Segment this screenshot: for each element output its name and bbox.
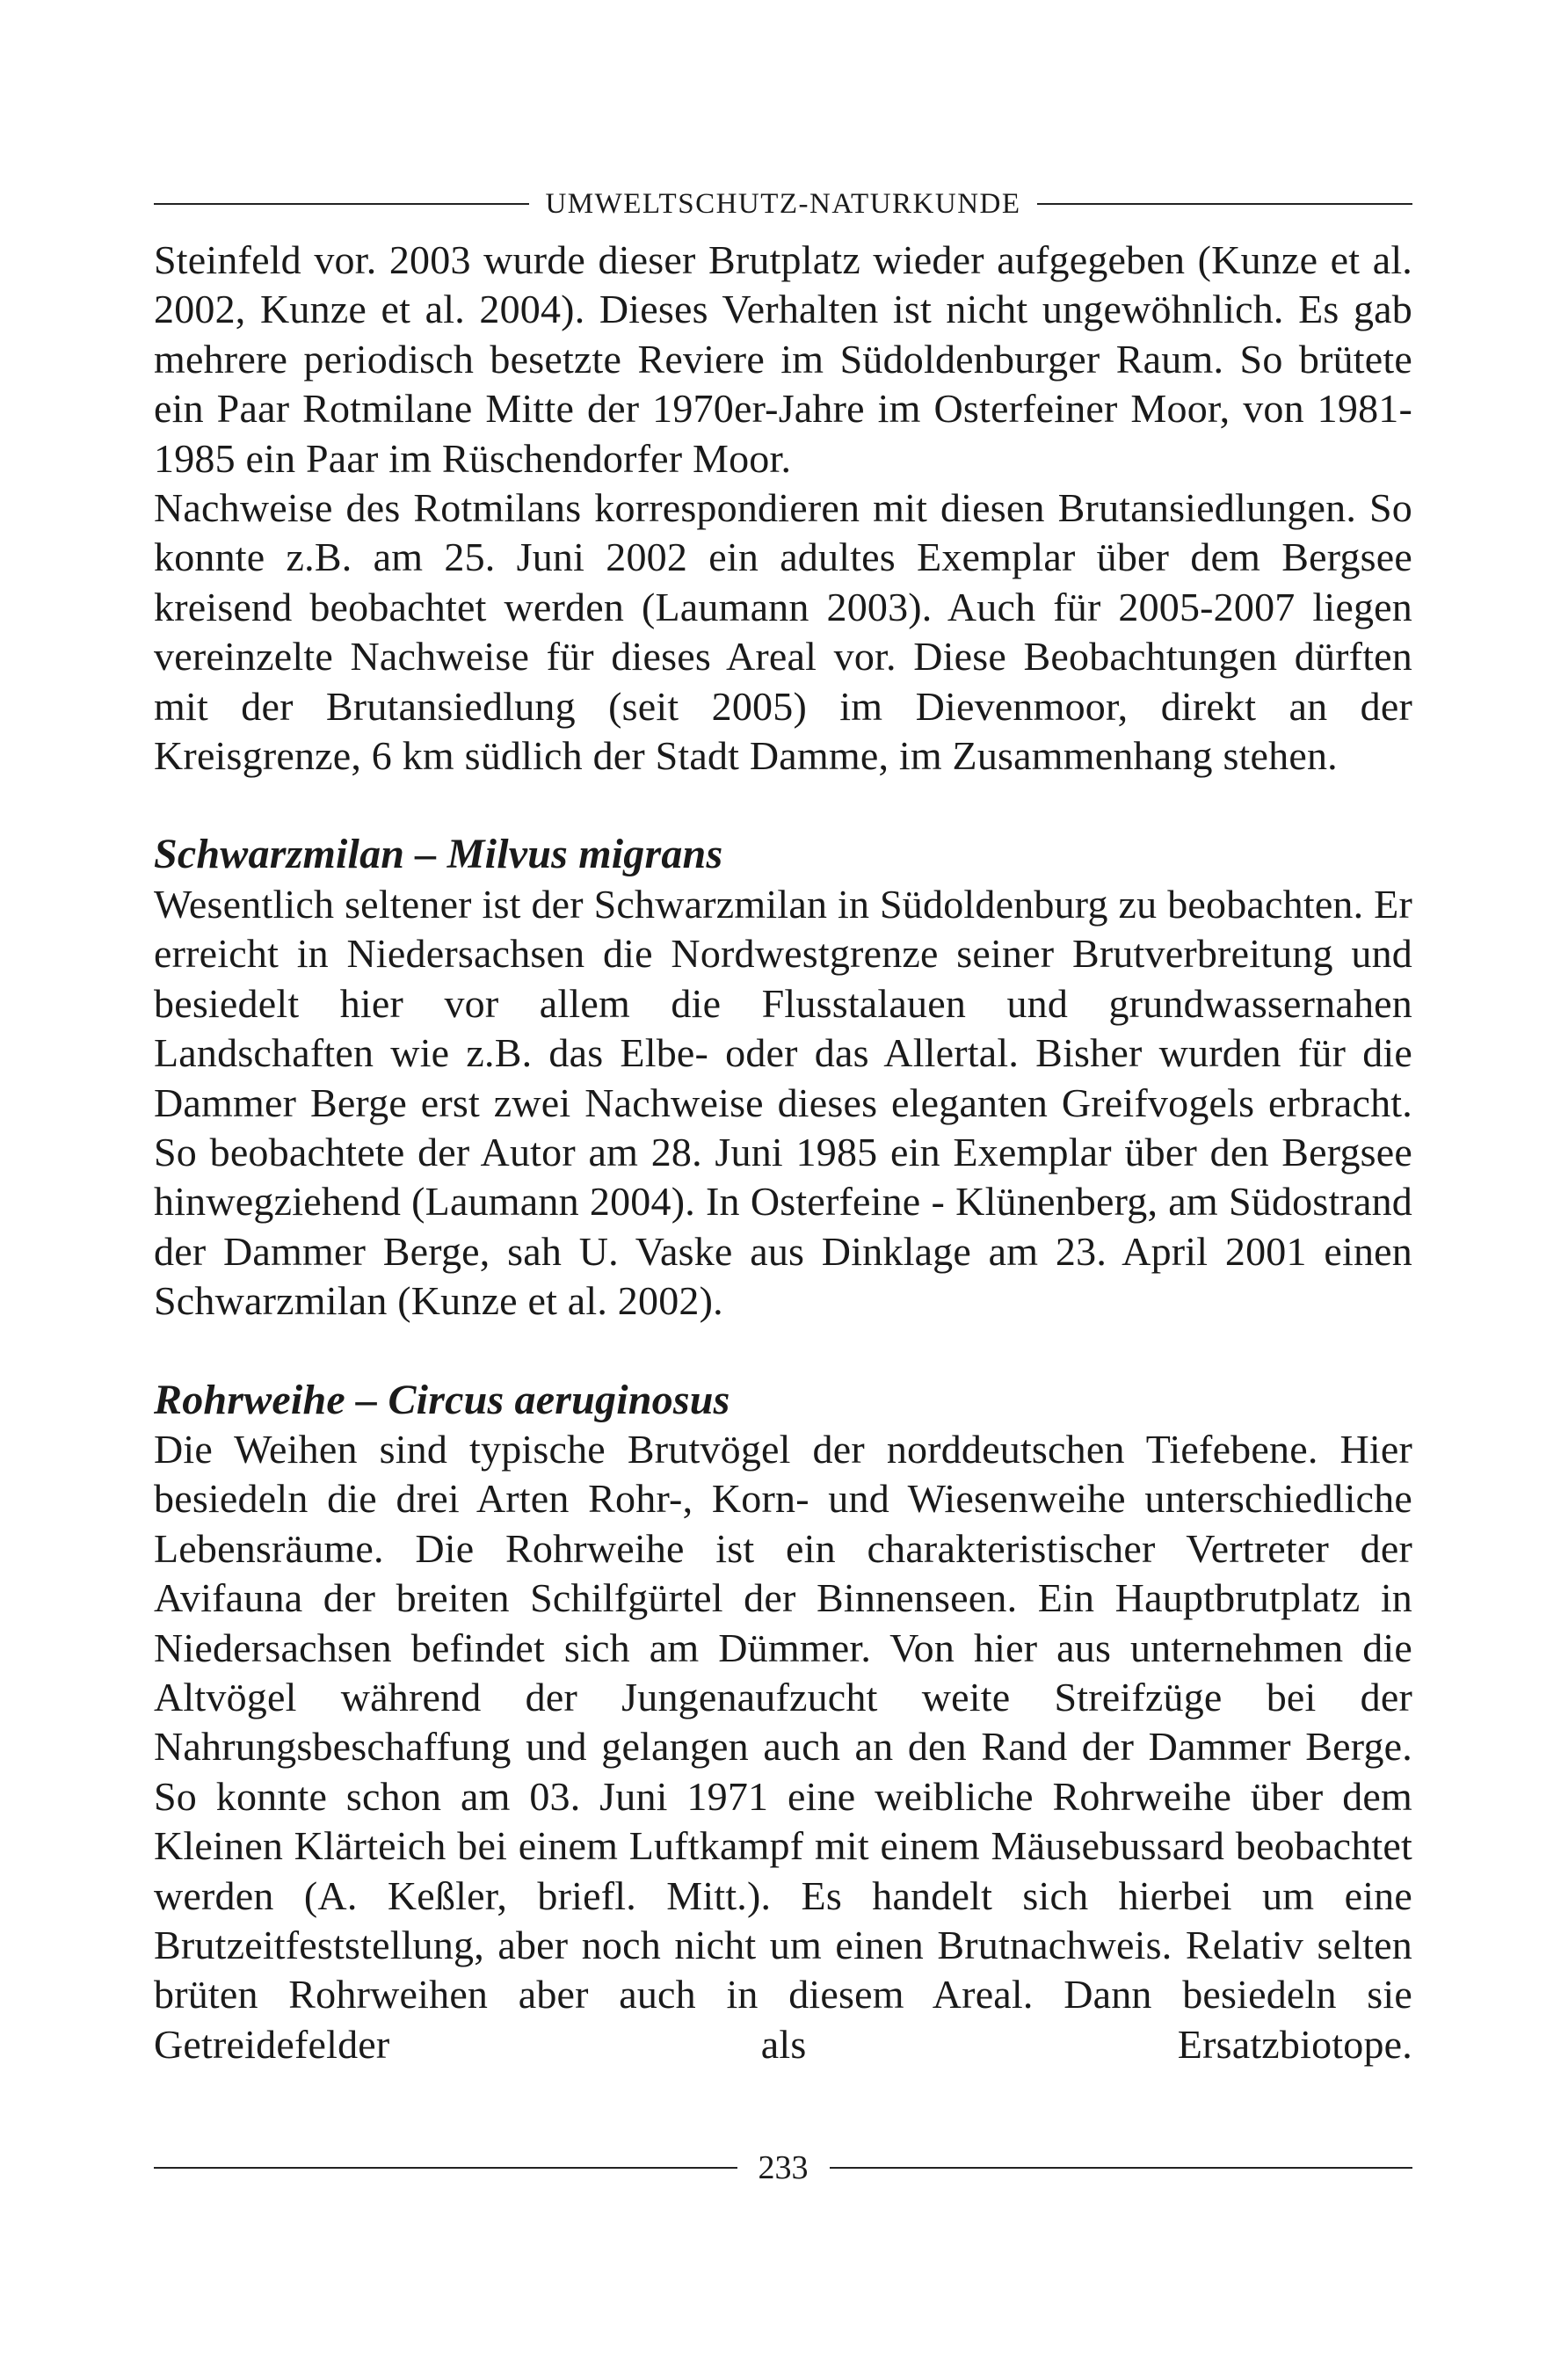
paragraph-rotmilan-breeding: Steinfeld vor. 2003 wurde dieser Brutplatz wieder aufgegeben (Kunze et al. 2002, Kunze et al. 2004). Dieses Verhalten ist nicht ungewöhnlich. Es gab mehrere periodisch besetzte Reviere im Südoldenburger Raum. So brütete ein Paar Rotmilane Mitte der 1970er-Jahre im Osterfeiner Moor, von 1981-1985 ein Paar im Rüschendorfer Moor. — [154, 237, 1412, 481]
header-rule-right — [1037, 203, 1412, 205]
paragraph-rohrweihe: Die Weihen sind typische Brutvögel der norddeutschen Tiefebene. Hier besiedeln die drei Arten Rohr-, Korn- und Wiesenweihe unterschiedliche Lebensräume. Die Rohrweihe ist ein charakteristischer Vertreter der Avifauna der breiten Schilfgürtel der Binnenseen. Ein Hauptbrutplatz in Niedersachsen befindet sich am Dümmer. Von hier aus unternehmen die Altvögel während der Jungenaufzucht weite Streifzüge bei der Nahrungsbeschaffung und gelangen auch an den Rand der Dammer Berge. So konnte schon am 03. Juni 1971 eine weibliche Rohrweihe über dem Kleinen Klärteich bei einem Luftkampf mit einem Mäusebussard beobachtet werden (A. Keßler, briefl. Mitt.). Es handelt sich hierbei um eine Brutzeitfeststellung, aber noch nicht um einen Brutnachweis. Relativ selten brüten Rohrweihen aber auch in diesem Areal. Dann besiedeln sie Getreidefelder als Ersatzbiotope. — [154, 1426, 1412, 2067]
section-heading-schwarzmilan: Schwarzmilan – Milvus migrans — [154, 831, 723, 878]
page-number: 233 — [758, 2149, 809, 2186]
footer-rule-right — [830, 2167, 1413, 2169]
page-footer — [154, 2141, 1412, 2194]
paragraph-rotmilan-sightings: Nachweise des Rotmilans korrespondieren mit diesen Brutansiedlungen. So konnte z.B. am 25. Juni 2002 ein adultes Exemplar über dem Bergsee kreisend beobachtet werden (Laumann 2003). Auch für 2005-2007 liegen vereinzelte Nachweise für dieses Areal vor. Diese Beobachtungen dürften mit der Brutansiedlung (seit 2005) im Dievenmoor, direkt an der Kreisgrenze, 6 km südlich der Stadt Damme, im Zusammenhang stehen. — [154, 485, 1412, 779]
paragraph-schwarzmilan: Wesentlich seltener ist der Schwarzmilan in Südoldenburg zu beobachten. Er erreicht in Niedersachsen die Nordwestgrenze seiner Brutverbreitung und besiedelt hier vor allem die Flusstalauen und grundwassernahen Landschaften wie z.B. das Elbe- oder das Allertal. Bisher wurden für die Dammer Berge erst zwei Nachweise dieses eleganten Greifvogels erbracht. So beobachtete der Autor am 28. Juni 1985 ein Exemplar über den Bergsee hinwegziehend (Laumann 2004). In Osterfeine - Klünenberg, am Südostrand der Dammer Berge, sah U. Vaske aus Dinklage am 23. April 2001 einen Schwarzmilan (Kunze et al. 2002). — [154, 881, 1412, 1324]
running-title: UMWELTSCHUTZ-NATURKUNDE — [545, 187, 1021, 220]
header-rule-left — [154, 203, 529, 205]
section-heading-rohrweihe: Rohrweihe – Circus aeruginosus — [154, 1376, 730, 1423]
running-header — [154, 178, 1412, 230]
page-body — [154, 236, 1412, 2069]
footer-rule-left — [154, 2167, 737, 2169]
